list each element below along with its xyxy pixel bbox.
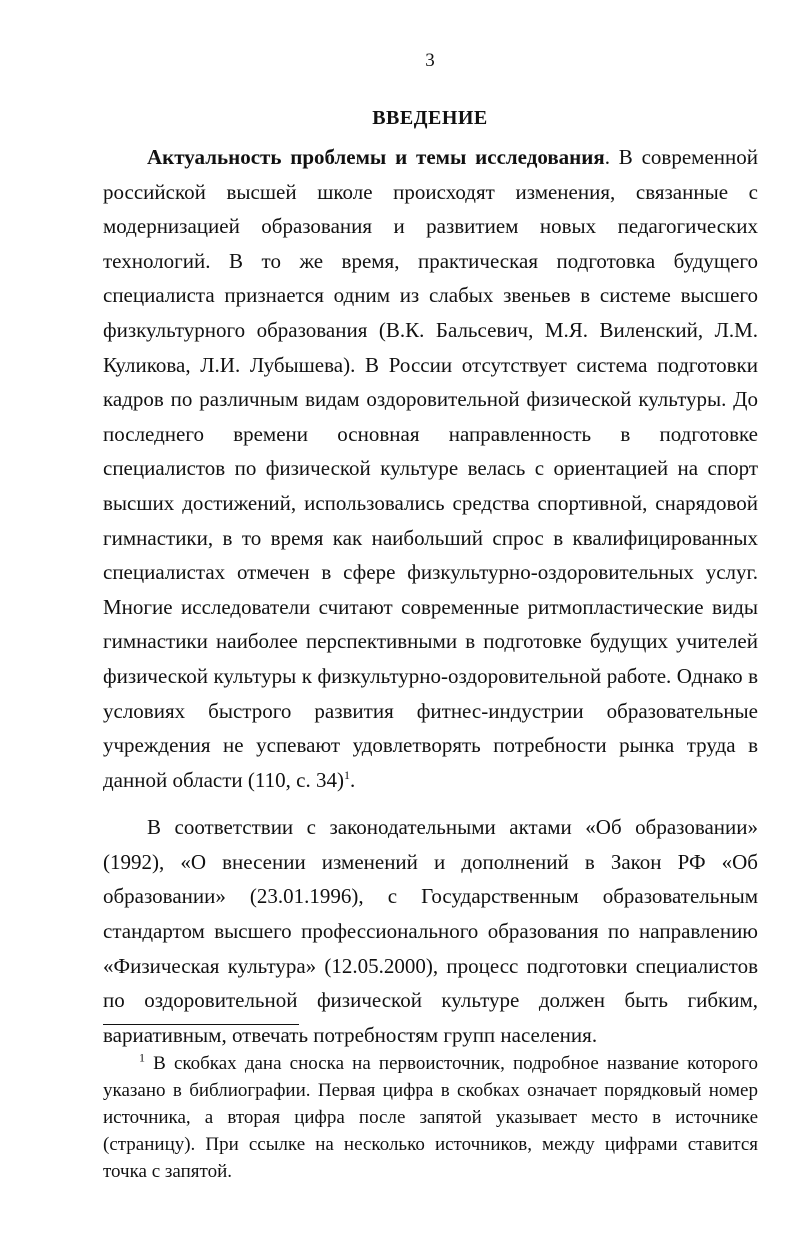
paragraph-tail: . [349, 767, 356, 792]
footnote-reference[interactable]: 1 [343, 767, 350, 782]
paragraph-text: . В современной российской высшей школе происходят изменения, связанные с модернизацией образования и развитием новых педагогических технологий. В то же время, практическая подготовка будущего специалиста признается одним из слабых звеньев в системе высшего физкультурного образования (В.К. Бальсевич, М.Я. Виленский, Л.М. Куликова, Л.И. Лубышева). В России отсутствует система подготовки кадров по различным видам оздоровительной физической культуры. До последнего времени основная направленность в подготовке специалистов по физической культуре велась с ориентацией на спорт высших достижений, использовались средства спортивной, снарядовой гимнастики, в то время как наибольший спрос в квалифицированных специалистах отмечен в сфере физкультурно-оздоровительных услуг. Многие исследователи считают современные ритмопластические виды гимнастики наиболее перспективными в подготовке будущих учителей физической культуры к физкультурно-оздоровительной работе. Однако в условиях быстрого развития фитнес-индустрии образовательные учреждения не успевают удовлетворять потребности рынка труда в данной области (110, с. 34) [103, 145, 758, 792]
page-number: 3 [425, 50, 435, 71]
footnote [103, 1050, 758, 1185]
footnote-text: В скобках дана сноска на первоисточник, подробное название которого указано в библиографии. Первая цифра в скобках означает порядковый номер источника, а вторая цифра после запятой указывает место в источнике (страницу). При ссылке на несколько источников, между цифрами ставится точка с запятой. [103, 1053, 758, 1182]
paragraph-text: В соответствии с законодательными актами «Об образовании» (1992), «О внесении изменений и дополнений в Закон РФ «Об образовании» (23.01.1996), с Государственным образовательным стандартом высшего профессионального образования по направлению «Физическая культура» (12.05.2000), процесс подготовки специалистов по оздоровительной физической культуре должен быть гибким, вариативным, отвечать потребностям групп населения. [103, 815, 758, 1047]
footnote-marker: 1 [139, 1050, 145, 1065]
section-heading: ВВЕДЕНИЕ [372, 107, 488, 129]
paragraph-relevance [103, 140, 758, 797]
paragraph-legislation [103, 810, 758, 1052]
paragraph-lead-bold: Актуальность проблемы и темы исследования [147, 145, 605, 169]
body-text [103, 140, 758, 1052]
footnote-divider [103, 1024, 299, 1025]
footnote-paragraph [103, 1050, 758, 1185]
